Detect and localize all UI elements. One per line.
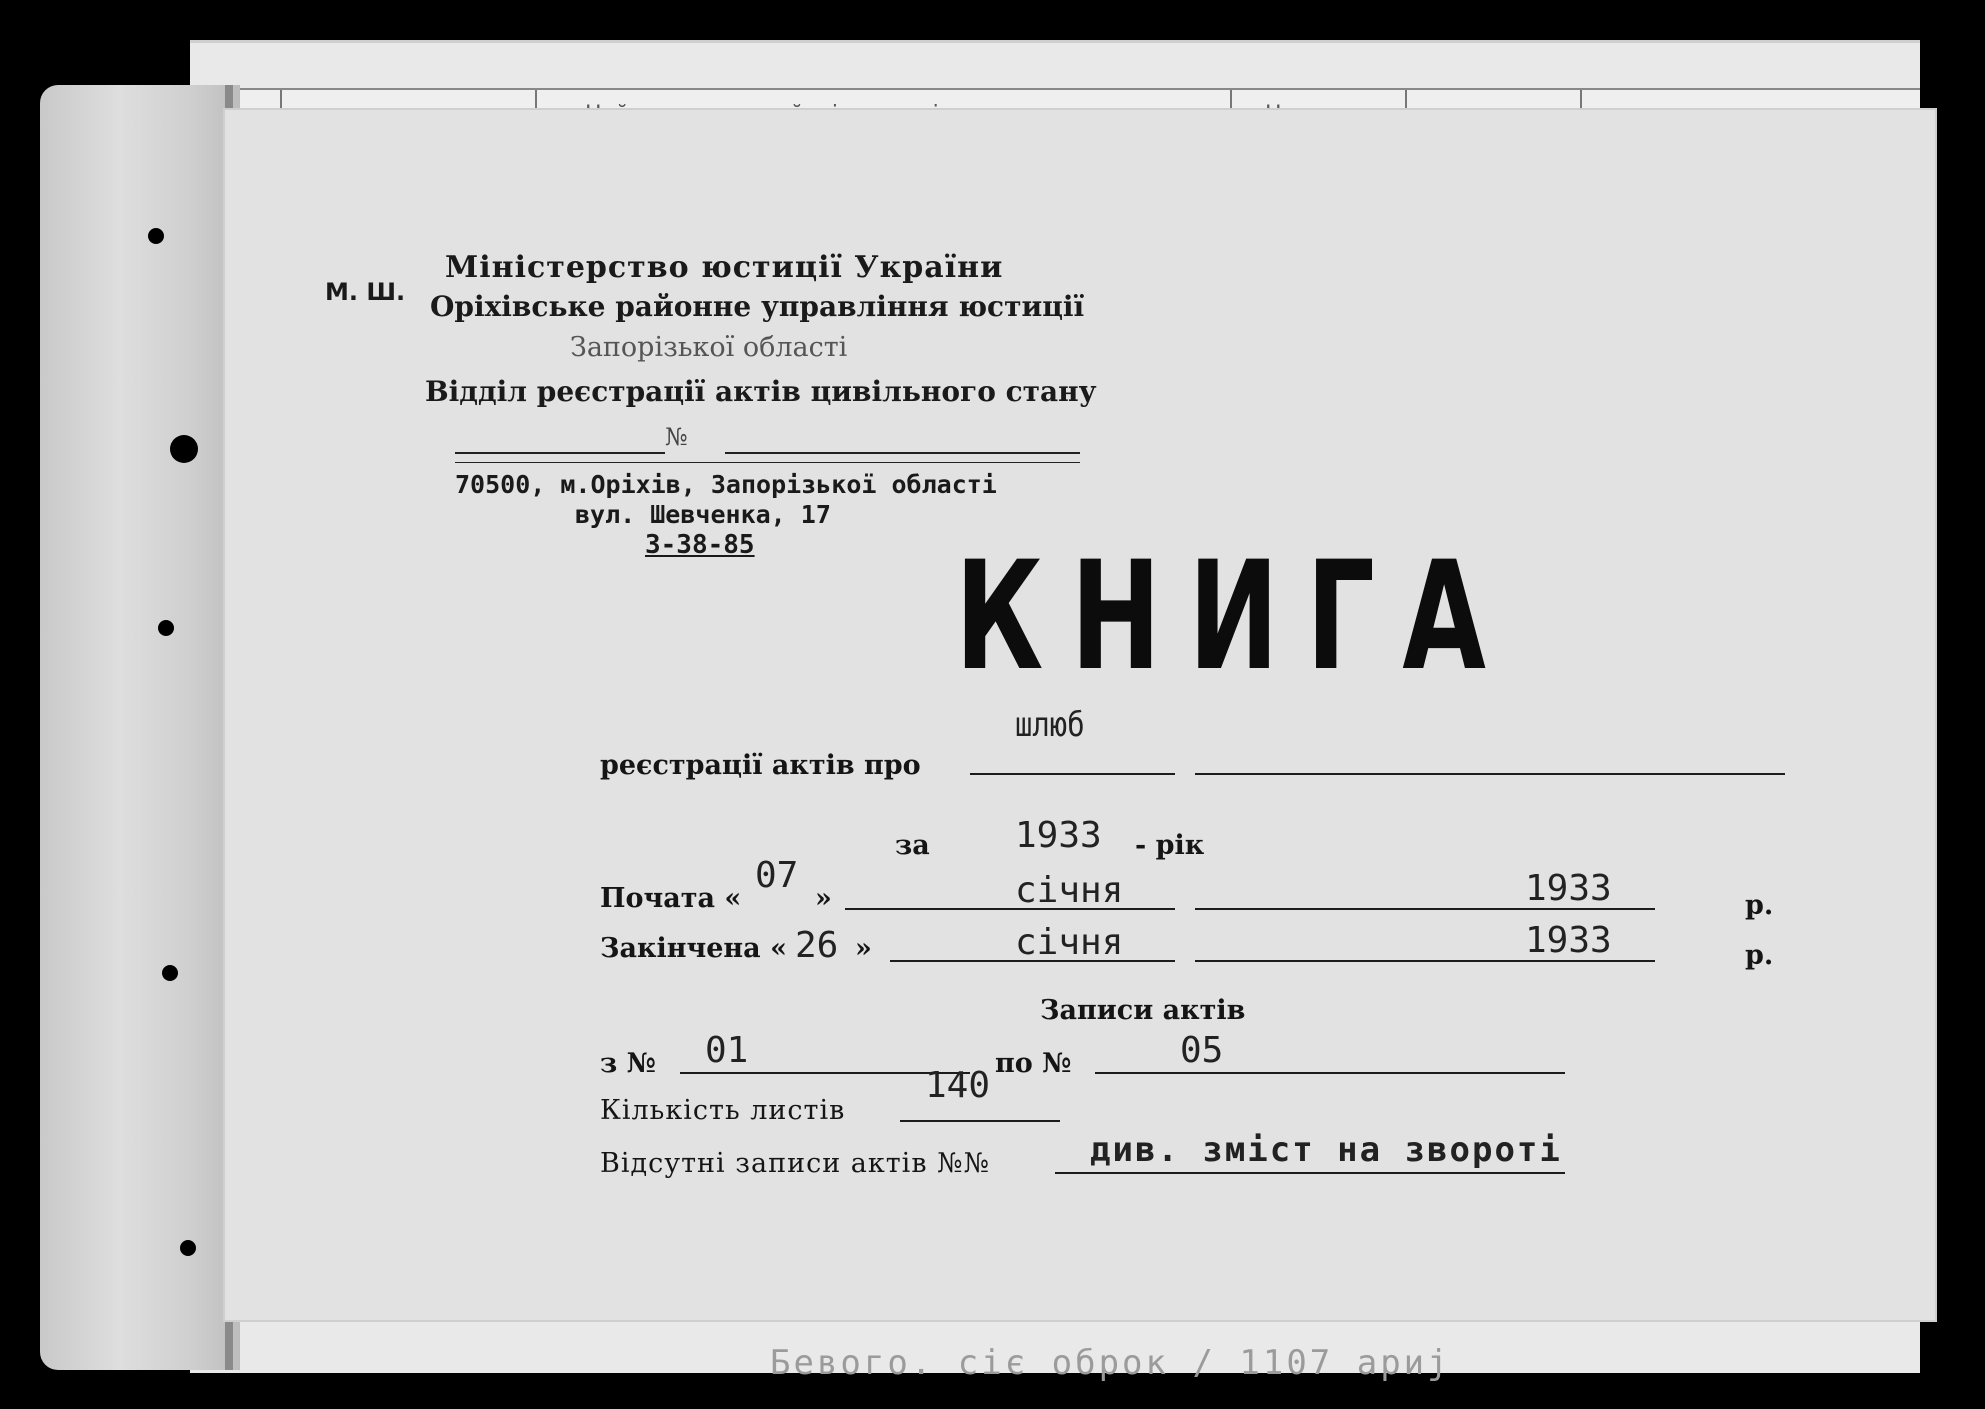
year-label-for: за (895, 830, 930, 861)
binding-hole (162, 965, 178, 981)
stamp-region: Запорізької області (570, 332, 848, 363)
stamp-department: Оріхівське районне управління юстиції (430, 290, 1085, 323)
stamp-street: вул. Шевченка, 17 (575, 500, 831, 529)
started-suffix: р. (1745, 890, 1774, 921)
finished-label: Закінчена « (600, 933, 787, 964)
book-cover (225, 110, 1935, 1320)
binding-hole (148, 228, 164, 244)
started-month: січня (1015, 870, 1124, 911)
records-to-value: 05 (1180, 1030, 1224, 1071)
records-from-label: з № (600, 1048, 656, 1079)
started-month-underline (845, 908, 1175, 910)
book-binding (40, 85, 240, 1370)
started-year: 1933 (1525, 868, 1612, 909)
records-to-label: по № (995, 1048, 1072, 1079)
stamp-rule (455, 462, 1080, 463)
binding-hole (180, 1240, 196, 1256)
sheets-value: 140 (925, 1065, 991, 1106)
back-bottom-text: Бевого. сіє оброк / 1107 ариj (770, 1343, 1451, 1383)
records-to-underline (1095, 1072, 1565, 1074)
finished-close-quote: » (855, 933, 872, 964)
started-year-underline (1195, 908, 1655, 910)
stamp-address: 70500, м.Оріхів, Запорізької області (455, 470, 997, 499)
stamp-number-sign: № (665, 423, 688, 451)
binding-hole (170, 435, 198, 463)
started-close-quote: » (815, 883, 832, 914)
finished-suffix: р. (1745, 940, 1774, 971)
stamp-side-mark: М. Ш. (325, 278, 406, 306)
stamp-phone: 3-38-85 (645, 530, 755, 560)
missing-label: Відсутні записи актів №№ (600, 1148, 991, 1179)
stamp-ministry: Міністерство юстиції України (445, 250, 1004, 285)
stamp-rule (455, 452, 665, 454)
stamp-office: Відділ реєстрації актів цивільного стану (425, 375, 1097, 408)
records-heading: Записи актів (1040, 995, 1246, 1026)
finished-month: січня (1015, 922, 1124, 963)
registration-underline (1195, 773, 1785, 775)
registration-underline (970, 773, 1175, 775)
finished-month-underline (890, 960, 1175, 962)
missing-value: див. зміст на звороті (1090, 1130, 1562, 1170)
registration-label: реєстрації актів про (600, 750, 921, 781)
sheets-underline (900, 1120, 1060, 1122)
started-day: 07 (755, 855, 799, 896)
book-title: КНИГА (955, 530, 1514, 704)
started-label: Почата « (600, 883, 742, 914)
records-from-value: 01 (705, 1030, 749, 1071)
missing-underline (1055, 1172, 1565, 1174)
year-label: - рік (1135, 830, 1205, 861)
sheets-label: Кількість листів (600, 1095, 846, 1126)
finished-year-underline (1195, 960, 1655, 962)
stamp-rule (725, 452, 1080, 454)
year-value: 1933 (1015, 815, 1102, 856)
binding-hole (158, 620, 174, 636)
registration-type-value: шлюб (1015, 705, 1085, 745)
finished-year: 1933 (1525, 920, 1612, 961)
finished-day: 26 (795, 925, 839, 966)
